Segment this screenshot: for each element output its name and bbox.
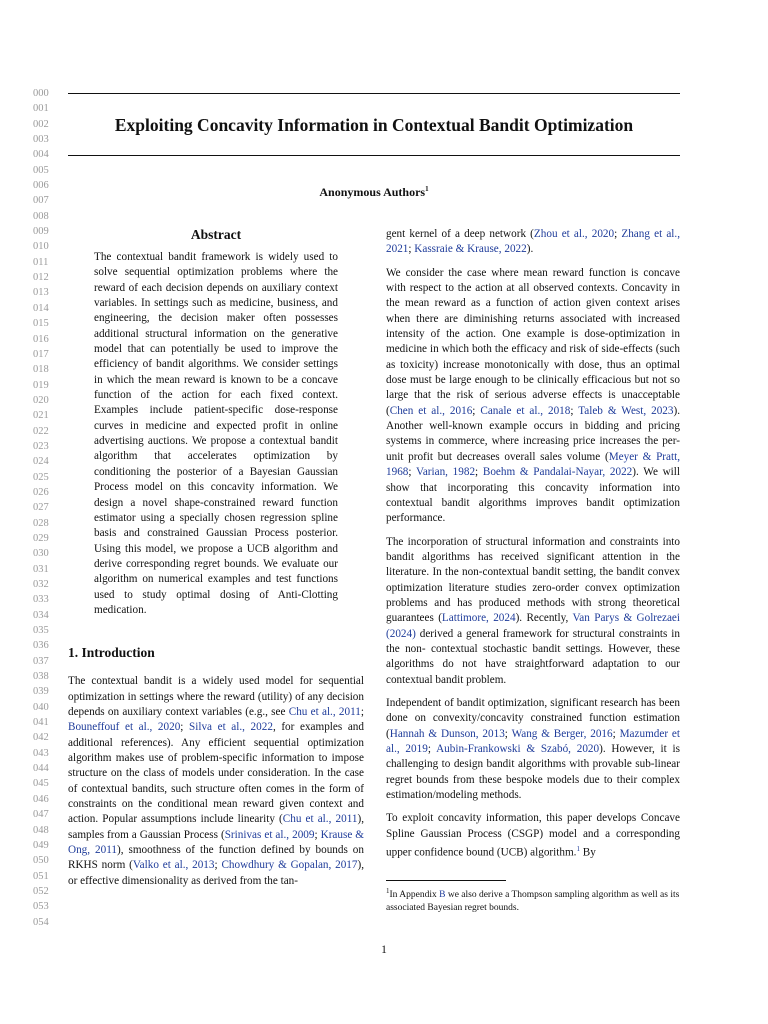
citation-link[interactable]: Chu et al., 2011 — [282, 813, 358, 826]
line-number: 006 — [33, 180, 49, 192]
citation-link[interactable]: Wang & Berger, 2016 — [511, 727, 613, 740]
line-number: 019 — [33, 379, 49, 391]
footnote-rule — [386, 880, 506, 881]
line-number: 044 — [33, 763, 49, 775]
author-affiliation-mark: 1 — [425, 185, 429, 193]
line-number: 038 — [33, 671, 49, 683]
line-number: 002 — [33, 118, 49, 130]
line-number: 054 — [33, 916, 49, 928]
line-number: 027 — [33, 502, 49, 514]
abstract-heading: Abstract — [190, 227, 242, 242]
line-number: 050 — [33, 855, 49, 867]
left-column — [68, 226, 364, 897]
citation-link[interactable]: Canale et al., 2018 — [480, 404, 571, 417]
line-number: 031 — [33, 563, 49, 575]
citation-link[interactable]: Taleb & West, 2023 — [578, 404, 674, 417]
line-number: 045 — [33, 778, 49, 790]
authors — [68, 181, 680, 200]
line-number: 022 — [33, 425, 49, 437]
citation-link[interactable]: Lattimore, 2024 — [441, 612, 516, 625]
line-number: 029 — [33, 532, 49, 544]
line-number: 051 — [33, 870, 49, 882]
line-number: 008 — [33, 210, 49, 222]
citation-link[interactable]: Silva et al., 2022 — [189, 721, 273, 734]
line-number: 001 — [33, 103, 49, 115]
footnote: $^1$In Appendix B we also derive a Thompson sampling algorithm as well as its associated Bayesian regret bounds. — [386, 887, 680, 914]
line-number: 018 — [33, 364, 49, 376]
line-number: 035 — [33, 625, 49, 637]
paragraph-csgp: To exploit concavity information, this paper develops Concave Spline Gaussian Process (CSGP) model and a corresponding upper confidence bound (UCB) algorithm.$^1$ By — [386, 812, 680, 859]
line-number: 004 — [33, 149, 49, 161]
paragraph-concavity: We consider the case where mean reward function is concave with respect to the action at all observed contexts. Concavity in the mean reward as a function of action given context arises when there are diminishing returns associated with increased intensity of the action. One example is dose-optimization in medicine in which both the efficacy and risk of side-effects (such as toxicity) increase monotonically with dose, thus an optimal dose must be large enough to be clinically efficacious but not so large that the risk of serious adverse effects is unacceptable (Chen et al., 2016; Canale et al., 2018; Taleb & West, 2023). Another well-known example occurs in bidding and pricing systems in commerce, where increasing price increases the per-unit profit but decreases overall sales volume (Meyer & Pratt, 1968; Varian, 1982; Boehm & Pandalai-Nayar, 2022). We will show that incorporating this concavity information into contextual bandit algorithms improves bandit optimization performance. — [386, 266, 681, 525]
line-number: 032 — [33, 579, 49, 590]
line-number: 043 — [33, 747, 49, 759]
introduction-heading: 1. Introduction — [68, 645, 155, 661]
paragraph-structural: The incorporation of structural information and constraints into bandit algorithms has received significant attention in the literature. In the non-contextual bandit setting, the bandit convex optimization literature studies zero-order convex optimization problems and has produced methods with strong theoretical guarantees (Lattimore, 2024). Recently, Van Parys & Golrezaei (2024) derived a general framework for structural constraints in the non- contextual stochastic bandit settings. However, these algorithms do not have straightforward adaptation to our contextual bandit problem. — [386, 535, 680, 686]
line-number: 003 — [33, 134, 49, 146]
line-number: 033 — [33, 594, 49, 606]
footnote-marker[interactable]: 1 — [576, 845, 580, 854]
citation-link[interactable]: Chowdhury & Gopalan, 2017 — [221, 859, 358, 872]
citation-link[interactable]: Zhang et al., 2021 — [386, 228, 680, 256]
line-number: 028 — [33, 517, 49, 529]
line-number: 010 — [33, 241, 49, 253]
paragraph-independent: Independent of bandit optimization, significant research has been done on convexity/concavity constrained function estimation (Hannah & Dunson, 2013; Wang & Berger, 2016; Mazumder et al., 2019; Aubin-Frankowski & Szabó, 2020). However, it is challenging to design bandit algorithms with provable sub-linear regret bounds from these bespoke models due to their complex estimation/modeling methods. — [386, 696, 680, 802]
author-names: Anonymous Authors — [319, 185, 426, 199]
line-number: 039 — [33, 686, 49, 698]
line-number: 041 — [33, 717, 49, 729]
line-numbers — [33, 86, 57, 930]
citation-link[interactable]: Meyer & Pratt, 1968 — [386, 450, 681, 479]
line-number: 026 — [33, 486, 49, 498]
right-column — [386, 227, 680, 869]
line-number: 007 — [33, 195, 49, 207]
line-number: 011 — [33, 256, 49, 268]
line-number: 034 — [33, 609, 49, 621]
citation-link[interactable]: Kassraie & Krause, 2022 — [414, 243, 527, 256]
title-bottom-rule — [68, 155, 680, 156]
citation-link[interactable]: Zhou et al., 2020 — [533, 228, 615, 240]
paragraph-kernel: gent kernel of a deep network (Zhou et al., 2020; Zhang et al., 2021; Kassraie & Krause, 2022). — [386, 228, 680, 256]
line-number: 047 — [33, 809, 49, 821]
citation-link[interactable]: Van Parys & Golrezaei (2024) — [386, 612, 680, 640]
line-number: 020 — [33, 394, 49, 406]
line-number: 012 — [33, 272, 49, 284]
line-number: 042 — [33, 732, 49, 744]
citation-link[interactable]: Hannah & Dunson, 2013 — [389, 727, 505, 740]
line-number: 040 — [33, 701, 49, 713]
citation-link[interactable]: Mazumder et al., 2019 — [386, 727, 680, 755]
appendix-link[interactable]: B — [439, 890, 446, 901]
line-number: 021 — [33, 410, 49, 422]
line-number: 025 — [33, 471, 49, 483]
introduction-paragraph: The contextual bandit is a widely used model for sequential optimization in settings where the reward (utility) of any decision depends on auxiliary context variables (e.g., see Chu et al., 2011; Bouneffouf et al., 2020; Silva et al., 2022, for examples and additional references). Any efficient sequential optimization algorithm makes use of problem-specific information to impose structure on the class of models under consideration. In the case of contextual bandits, such structure often comes in the form of constraints on the conditional mean reward given context and action. Popular assumptions include linearity (Chu et al., 2011), samples from a Gaussian Process (Srinivas et al., 2009; Krause & Ong, 2011), smoothness of the function defined by bounds on RKHS norm (Valko et al., 2013; Chowdhury & Gopalan, 2017), or effective dimensionality as derived from the tan- — [68, 675, 365, 887]
title-top-rule — [68, 93, 680, 94]
line-number: 036 — [33, 640, 49, 652]
citation-link[interactable]: Valko et al., 2013 — [132, 859, 215, 872]
citation-link[interactable]: Bouneffouf et al., 2020 — [68, 721, 181, 734]
line-number: 053 — [33, 901, 49, 913]
line-number: 009 — [33, 226, 49, 238]
line-number: 037 — [33, 655, 49, 667]
line-number: 048 — [33, 824, 49, 836]
page-number: 1 — [381, 944, 387, 956]
citation-link[interactable]: Chu et al., 2011 — [288, 705, 361, 718]
line-number: 017 — [33, 348, 49, 360]
line-number: 005 — [33, 164, 49, 176]
line-number: 023 — [33, 440, 49, 452]
line-number: 030 — [33, 548, 49, 560]
citation-link[interactable]: Srinivas et al., 2009 — [224, 828, 315, 841]
line-number: 000 — [33, 88, 49, 99]
citation-link[interactable]: Varian, 1982 — [415, 466, 476, 479]
line-number: 049 — [33, 839, 49, 851]
line-number: 024 — [33, 456, 49, 468]
citation-link[interactable]: Krause & Ong, 2011 — [68, 828, 364, 857]
line-number: 046 — [33, 793, 49, 805]
line-number: 016 — [33, 333, 49, 345]
citation-link[interactable]: Chen et al., 2016 — [389, 404, 473, 417]
line-number: 015 — [33, 318, 49, 330]
line-number: 014 — [33, 302, 49, 314]
line-number: 013 — [33, 287, 49, 299]
citation-link[interactable]: Boehm & Pandalai-Nayar, 2022 — [482, 466, 633, 479]
citation-link[interactable]: Aubin-Frankowski & Szabó, 2020 — [436, 743, 600, 755]
line-number: 052 — [33, 885, 49, 897]
abstract-text: The contextual bandit framework is widely used to solve sequential optimization problems where the reward of each decision depends on auxiliary context variables. In settings such as medicine, business, and engineering, the decision maker often possesses additional structural information on the generative model that can potentially be used to improve the efficiency of bandit algorithms. We consider settings in which the mean reward is known to be a concave function of the action for each fixed context. Examples include patient-specific dose-response curves in medicine and expected profit in online advertising auctions. We propose a contextual bandit algorithm that accelerates optimization by conditioning the posterior of a Bayesian Gaussian Process model on this concavity information. We design a novel shape-constrained reward function estimator using a specially chosen regression spline basis and constrained Gaussian Process posterior. Using this model, we propose a UCB algorithm and derive corresponding regret bounds. We evaluate our algorithm on numerical examples and test functions used to study optimal dosing of Anti-Clotting medication. — [94, 251, 338, 616]
paper-title: Exploiting Concavity Information in Contextual Bandit Optimization — [114, 115, 634, 135]
